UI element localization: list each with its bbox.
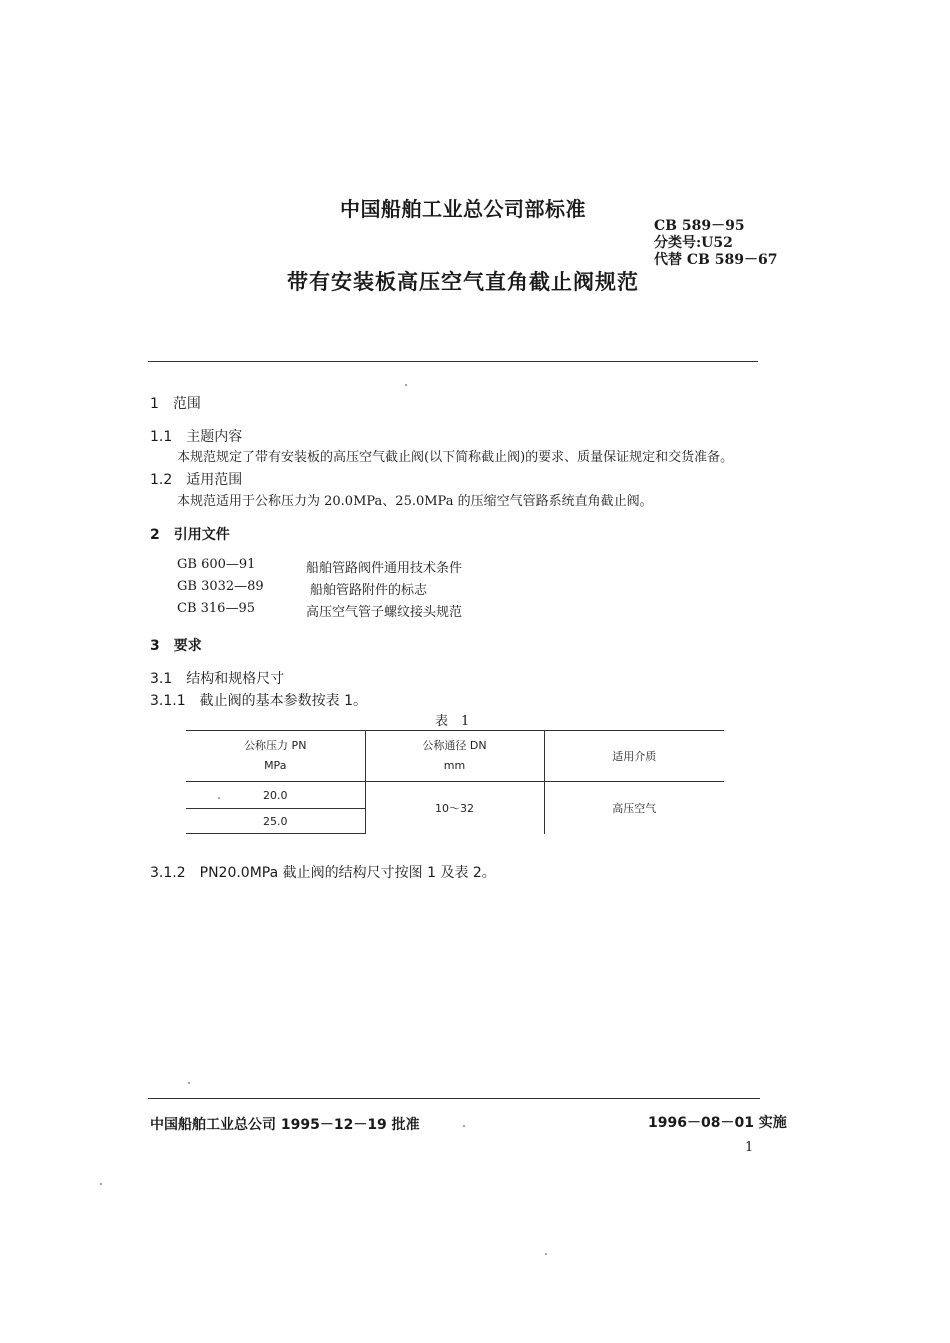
table-header-row bbox=[186, 731, 724, 782]
classification-number: 分类号:U52 bbox=[654, 235, 733, 251]
header-medium: 适用介质 bbox=[544, 731, 724, 782]
replaced-standard: 代替 CB 589－67 bbox=[654, 252, 778, 268]
reference-code: CB 316—95 bbox=[177, 601, 255, 616]
reference-title: 船舶管路附件的标志 bbox=[310, 583, 428, 598]
reference-title: 船舶管路阀件通用技术条件 bbox=[306, 561, 463, 576]
scan-speck bbox=[545, 1253, 547, 1255]
section-3-1-heading: 3.1 结构和规格尺寸 bbox=[150, 671, 285, 687]
reference-title: 高压空气管子螺纹接头规范 bbox=[306, 605, 463, 620]
section-1-2-text: 本规范适用于公称压力为 20.0MPa、25.0MPa 的压缩空气管路系统直角截止阀。 bbox=[177, 494, 653, 509]
section-3-heading: 3 要求 bbox=[150, 638, 202, 654]
parameter-table bbox=[186, 730, 724, 834]
section-3-1-1-text: 3.1.1 截止阀的基本参数按表 1。 bbox=[150, 693, 367, 709]
reference-code: GB 600—91 bbox=[177, 557, 256, 572]
cell-pressure: 20.0 bbox=[186, 782, 365, 809]
table-row bbox=[186, 782, 724, 809]
scan-speck bbox=[405, 384, 407, 386]
section-1-1-text: 本规范规定了带有安装板的高压空气截止阀(以下简称截止阀)的要求、质量保证规定和交货准备。 bbox=[177, 450, 734, 465]
section-2-heading: 2 引用文件 bbox=[150, 527, 230, 543]
section-1-1-heading: 1.1 主题内容 bbox=[150, 429, 243, 445]
scan-speck bbox=[463, 1125, 465, 1127]
scan-speck bbox=[188, 1082, 190, 1084]
standard-number: CB 589－95 bbox=[654, 218, 745, 234]
scan-speck bbox=[100, 1183, 102, 1185]
section-3-1-2-text: 3.1.2 PN20.0MPa 截止阀的结构尺寸按图 1 及表 2。 bbox=[150, 865, 496, 881]
header-nominal-diameter: 公称通径 DN mm bbox=[365, 731, 544, 782]
document-title: 带有安装板高压空气直角截止阀规范 bbox=[287, 270, 639, 294]
approval-date: 中国船舶工业总公司 1995－12－19 批准 bbox=[150, 1117, 420, 1133]
header-nominal-pressure: 公称压力 PN MPa bbox=[186, 731, 365, 782]
section-1-2-heading: 1.2 适用范围 bbox=[150, 472, 243, 488]
reference-code: GB 3032—89 bbox=[177, 579, 264, 594]
page-number: 1 bbox=[745, 1140, 754, 1155]
cell-diameter: 10～32 bbox=[365, 782, 544, 834]
footer-divider bbox=[148, 1098, 760, 1099]
table-caption: 表 1 bbox=[435, 714, 470, 729]
effective-date: 1996－08－01 实施 bbox=[648, 1115, 787, 1131]
cell-pressure: 25.0 bbox=[186, 809, 365, 834]
issuing-organization: 中国船舶工业总公司部标准 bbox=[340, 197, 586, 221]
header-divider bbox=[148, 361, 758, 362]
scan-speck bbox=[218, 797, 220, 799]
cell-medium: 高压空气 bbox=[544, 782, 724, 834]
section-1-heading: 1 范围 bbox=[150, 396, 201, 412]
